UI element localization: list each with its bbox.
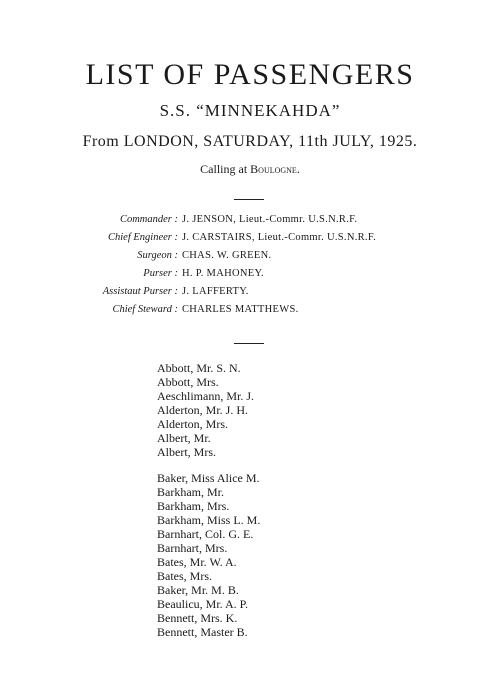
- officer-row: [0, 248, 500, 264]
- officer-row: [0, 212, 500, 228]
- passenger-entry: Bates, Mr. W. A.: [157, 555, 237, 569]
- page-title: LIST OF PASSENGERS: [85, 58, 415, 91]
- passenger-entry: Albert, Mrs.: [157, 445, 216, 459]
- officer-row: [0, 266, 500, 282]
- officer-row: [0, 284, 500, 300]
- officer-row: [0, 230, 500, 246]
- passenger-entry: Alderton, Mr. J. H.: [157, 403, 248, 417]
- calling-port: Boulogne.: [250, 162, 300, 176]
- passenger-entry: Barkham, Mrs.: [157, 499, 230, 513]
- officer-role: Assistaut Purser :: [102, 286, 178, 297]
- passenger-entry: Bennett, Master B.: [157, 625, 248, 639]
- officer-role: Chief Steward :: [112, 304, 178, 315]
- passenger-entry: Abbott, Mrs.: [157, 375, 219, 389]
- ship-name: S.S. “MINNEKAHDA”: [159, 101, 341, 120]
- officer-role: Purser :: [143, 268, 178, 279]
- officer-role: Commander :: [119, 214, 178, 225]
- officer-name: CHARLES MATTHEWS.: [182, 304, 299, 315]
- voyage-line: From LONDON, SATURDAY, 11th JULY, 1925.: [82, 133, 418, 150]
- passenger-entry: Albert, Mr.: [157, 431, 211, 445]
- divider-rule: [234, 199, 264, 200]
- passenger-entry: Barkham, Miss L. M.: [157, 513, 261, 527]
- passenger-entry: Bates, Mrs.: [157, 569, 212, 583]
- passenger-entry: Beaulicu, Mr. A. P.: [157, 597, 249, 611]
- officer-name: J. CARSTAIRS, Lieut.-Commr. U.S.N.R.F.: [182, 232, 377, 243]
- passenger-entry: Alderton, Mrs.: [157, 417, 228, 431]
- officer-name: J. LAFFERTY.: [182, 286, 249, 297]
- officer-name: H. P. MAHONEY.: [182, 268, 264, 279]
- passenger-entry: Barkham, Mr.: [157, 485, 224, 499]
- officer-name: CHAS. W. GREEN.: [182, 250, 272, 261]
- calling-prefix: Calling at: [200, 162, 251, 176]
- officer-role: Chief Engineer :: [108, 232, 178, 243]
- officer-row: [0, 302, 500, 318]
- passenger-entry: Abbott, Mr. S. N.: [157, 361, 241, 375]
- passenger-entry: Baker, Miss Alice M.: [157, 471, 260, 485]
- passenger-entry: Barnhart, Col. G. E.: [157, 527, 254, 541]
- passenger-entry: Aeschlimann, Mr. J.: [157, 389, 254, 403]
- officer-role: Surgeon :: [137, 250, 178, 261]
- divider-rule: [234, 343, 264, 344]
- passenger-entry: Baker, Mr. M. B.: [157, 583, 239, 597]
- officer-name: J. JENSON, Lieut.-Commr. U.S.N.R.F.: [182, 214, 358, 225]
- passenger-entry: Bennett, Mrs. K.: [157, 611, 238, 625]
- passenger-entry: Barnhart, Mrs.: [157, 541, 228, 555]
- calling-line: [0, 162, 500, 177]
